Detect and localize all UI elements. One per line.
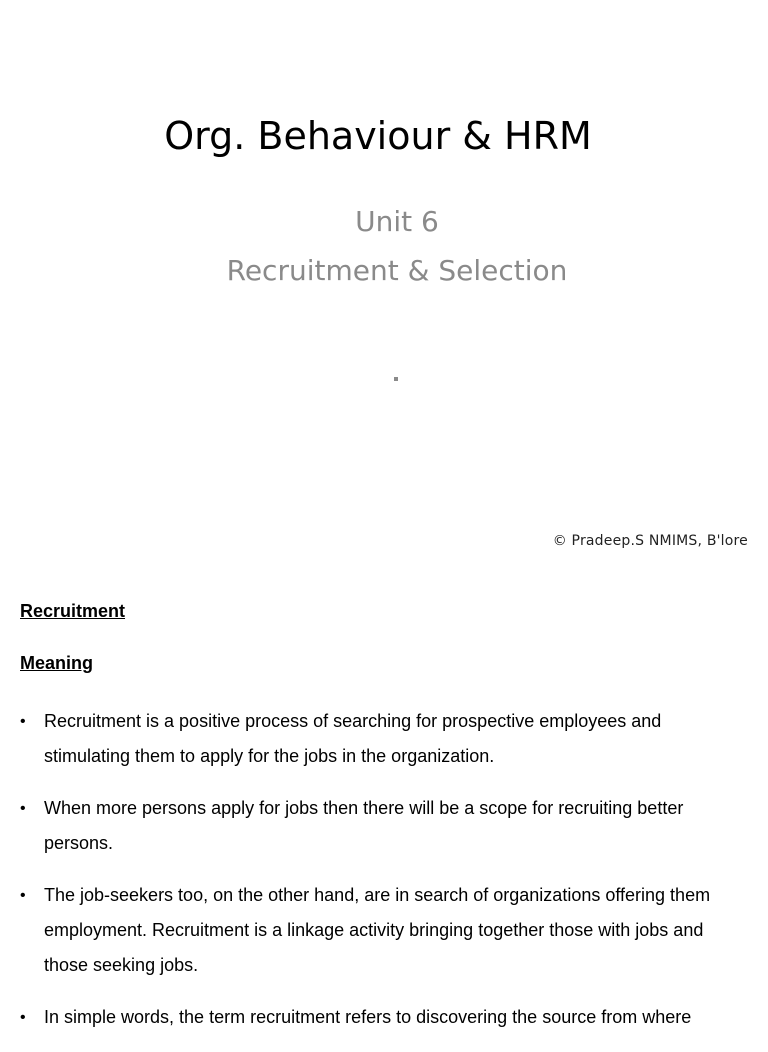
bullet-marker: • <box>20 800 26 817</box>
bullet-marker: • <box>20 1009 26 1026</box>
bullet-marker: • <box>20 713 26 730</box>
copyright-notice: © Pradeep.S NMIMS, B'lore <box>552 533 748 549</box>
heading-meaning: Meaning <box>20 653 94 673</box>
list-item-text: In simple words, the term recruitment refers to discovering the source from where <box>44 1007 692 1027</box>
list-item <box>20 704 740 774</box>
list-item <box>20 791 740 861</box>
list-item-text: Recruitment is a positive process of searching for prospective employees and stimulating them to apply for the jobs in the organization. <box>44 711 662 766</box>
list-item-text: When more persons apply for jobs then there will be a scope for recruiting better persons. <box>44 798 684 853</box>
slide-title: Org. Behaviour & HRM <box>164 114 592 158</box>
slide-topic: Recruitment & Selection <box>226 254 568 287</box>
document-body <box>20 600 740 1052</box>
heading-recruitment: Recruitment <box>20 601 126 621</box>
list-item-text: The job-seekers too, on the other hand, are in search of organizations offering them employment. Recruitment is a linkage activity bringing together those with jobs and those seeking jobs. <box>44 885 711 975</box>
slide-dot <box>394 377 398 381</box>
slide-unit: Unit 6 <box>355 205 439 238</box>
bullet-marker: • <box>20 887 26 904</box>
bullet-list <box>20 704 740 1035</box>
list-item <box>20 1000 740 1035</box>
list-item <box>20 878 740 983</box>
